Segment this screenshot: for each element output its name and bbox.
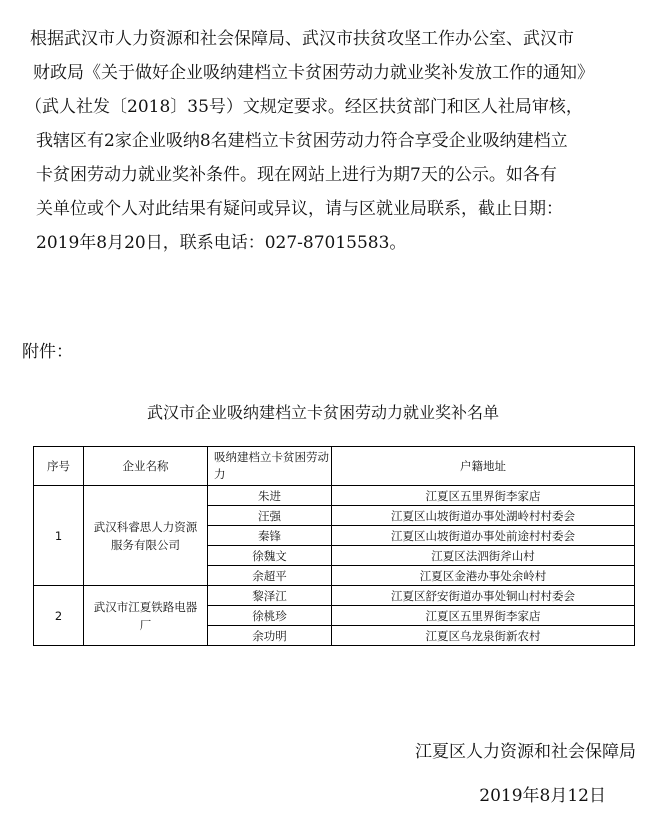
person-address: 江夏区山坡街道办事处前途村村委会 xyxy=(332,526,635,546)
person-address: 江夏区舒安街道办事处铜山村村委会 xyxy=(332,586,635,606)
paragraph-line: 根据武汉市人力资源和社会保障局、武汉市扶贫攻坚工作办公室、武汉市 xyxy=(30,29,574,49)
header-company: 企业名称 xyxy=(84,447,208,486)
header-index: 序号 xyxy=(34,447,84,486)
paragraph-line: （武人社发〔2018〕35号）文规定要求。经区扶贫部门和区人社局审核， xyxy=(25,97,583,117)
person-address: 江夏区法泗街斧山村 xyxy=(332,546,635,566)
person-address: 江夏区五里界街李家店 xyxy=(332,486,635,506)
table-row xyxy=(34,586,635,606)
notice-paragraph xyxy=(0,22,646,260)
subsidy-list-table xyxy=(33,446,635,646)
header-address: 户籍地址 xyxy=(332,447,635,486)
person-address: 江夏区乌龙泉街新农村 xyxy=(332,626,635,646)
paragraph-line: 卡贫困劳动力就业奖补条件。现在网站上进行为期7天的公示。如各有 xyxy=(36,165,557,185)
company-name: 武汉市江夏铁路电器厂 xyxy=(84,586,208,646)
person-name: 朱进 xyxy=(208,486,332,506)
signature-date: 2019年8月12日 xyxy=(479,786,606,806)
company-name: 武汉科睿思人力资源服务有限公司 xyxy=(84,486,208,586)
attachment-label: 附件： xyxy=(22,342,73,362)
person-name: 黎泽江 xyxy=(208,586,332,606)
paragraph-line: 关单位或个人对此结果有疑问或异议，请与区就业局联系，截止日期： xyxy=(36,199,563,219)
signature-org: 江夏区人力资源和社会保障局 xyxy=(415,742,636,762)
person-name: 余功明 xyxy=(208,626,332,646)
table-title: 武汉市企业吸纳建档立卡贫困劳动力就业奖补名单 xyxy=(146,403,499,422)
paragraph-line: 我辖区有2家企业吸纳8名建档立卡贫困劳动力符合享受企业吸纳建档立 xyxy=(36,131,568,151)
person-name: 徐桃珍 xyxy=(208,606,332,626)
person-name: 徐魏文 xyxy=(208,546,332,566)
person-address: 江夏区山坡街道办事处湖岭村村委会 xyxy=(332,506,635,526)
person-address: 江夏区五里界街李家店 xyxy=(332,606,635,626)
row-index: 1 xyxy=(34,486,84,586)
person-name: 秦锋 xyxy=(208,526,332,546)
person-address: 江夏区金港办事处余岭村 xyxy=(332,566,635,586)
table-header-row xyxy=(34,447,635,486)
person-name: 余超平 xyxy=(208,566,332,586)
person-name: 汪强 xyxy=(208,506,332,526)
row-index: 2 xyxy=(34,586,84,646)
header-labor: 吸纳建档立卡贫困劳动力 xyxy=(208,447,332,486)
table-row xyxy=(34,486,635,506)
paragraph-line: 2019年8月20日，联系电话：027-87015583。 xyxy=(36,233,407,253)
paragraph-line: 财政局《关于做好企业吸纳建档立卡贫困劳动力就业奖补发放工作的通知》 xyxy=(33,63,594,83)
